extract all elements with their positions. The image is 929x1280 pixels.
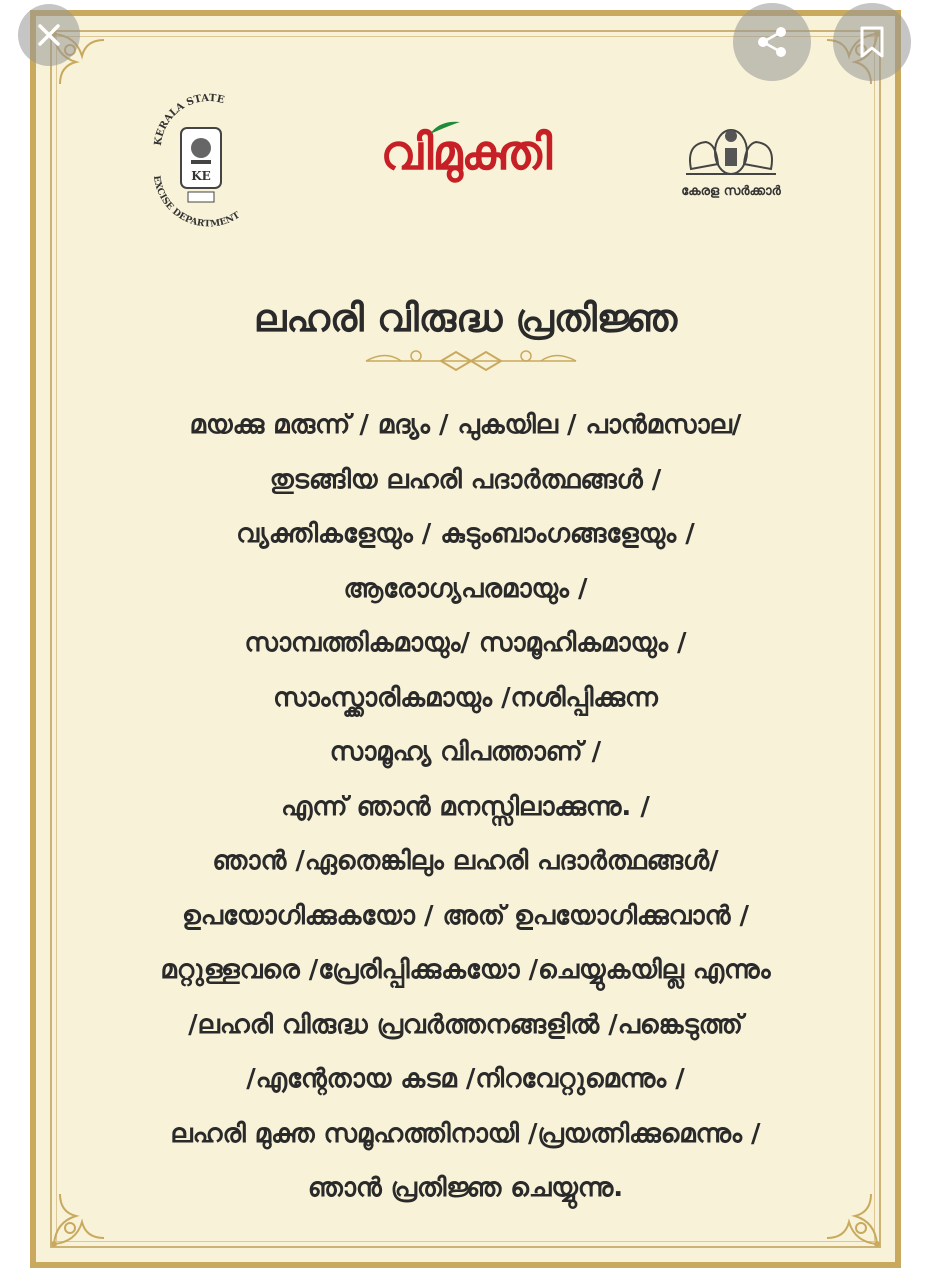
pledge-line: സാമ്പത്തികമായും/ സാമൂഹികമായും / — [244, 628, 687, 658]
vimukthi-logo — [356, 116, 576, 206]
pledge-line: എന്ന് ഞാൻ മനസ്സിലാക്കുന്നു. / — [281, 791, 650, 822]
pledge-poster — [30, 10, 901, 1268]
kerala-government-caption: കേരള സർക്കാർ — [681, 184, 781, 199]
bookmark-button[interactable] — [833, 3, 911, 81]
svg-text:EXCISE DEPARTMENT: EXCISE DEPARTMENT — [150, 174, 242, 230]
pledge-line: ഉപയോഗിക്കുകയോ / അത് ഉപയോഗിക്കുവാൻ / — [182, 900, 749, 931]
pledge-line: ആരോഗ്യപരമായും / — [343, 573, 588, 604]
kerala-government-logo — [666, 114, 796, 224]
vimukthi-wordmark: വിമുക്തി — [380, 125, 552, 181]
share-button[interactable] — [733, 3, 811, 81]
pledge-line: ലഹരി മുക്ത സമൂഹത്തിനായി /പ്രയത്നിക്കുമെന്നും / — [170, 1118, 761, 1149]
pledge-title: ലഹരി വിരുദ്ധ പ്രതിജ്ഞ — [253, 296, 678, 340]
leaf-icon — [428, 118, 462, 138]
pledge-line: മറ്റുള്ളവരെ /പ്രേരിപ്പിക്കുകയോ /ചെയ്യുകയില്ല എന്നും — [160, 955, 771, 985]
pledge-line: ഞാൻ /ഏതെങ്കിലും ലഹരി പദാർത്ഥങ്ങൾ/ — [212, 846, 719, 876]
pledge-text — [96, 398, 835, 1216]
svg-text:KE: KE — [191, 169, 211, 183]
bookmark-icon — [857, 25, 887, 59]
pledge-line: സാംസ്ക്കാരികമായും /നശിപ്പിക്കുന്ന — [273, 682, 658, 713]
close-button[interactable] — [18, 4, 80, 66]
divider-ornament-icon — [346, 346, 596, 376]
pledge-line: മയക്കു മരുന്ന് / മദ്യം / പുകയില / പാൻമസാല/ — [189, 410, 742, 440]
kerala-emblem-icon — [676, 114, 786, 184]
pledge-line: /എന്റേതായ കടമ /നിറവേറ്റുമെന്നും / — [246, 1064, 685, 1094]
close-icon — [35, 21, 63, 49]
pledge-line: സാമൂഹ്യ വിപത്താണ് / — [329, 737, 602, 767]
pledge-line: തുടങ്ങിയ ലഹരി പദാർത്ഥങ്ങൾ / — [269, 464, 662, 495]
pledge-line: ഞാൻ പ്രതിജ്ഞ ചെയ്യുന്നു. — [307, 1173, 624, 1203]
pledge-line: വ്യക്തികളേയും / കുടുംബാംഗങ്ങളേയും / — [236, 519, 695, 549]
share-icon — [754, 24, 790, 60]
svg-text:KERALA STATE: KERALA STATE — [152, 92, 226, 147]
excise-department-logo — [136, 86, 276, 236]
pledge-line: /ലഹരി വിരുദ്ധ പ്രവർത്തനങ്ങളിൽ /പങ്കെടുത്ത് — [188, 1009, 743, 1040]
